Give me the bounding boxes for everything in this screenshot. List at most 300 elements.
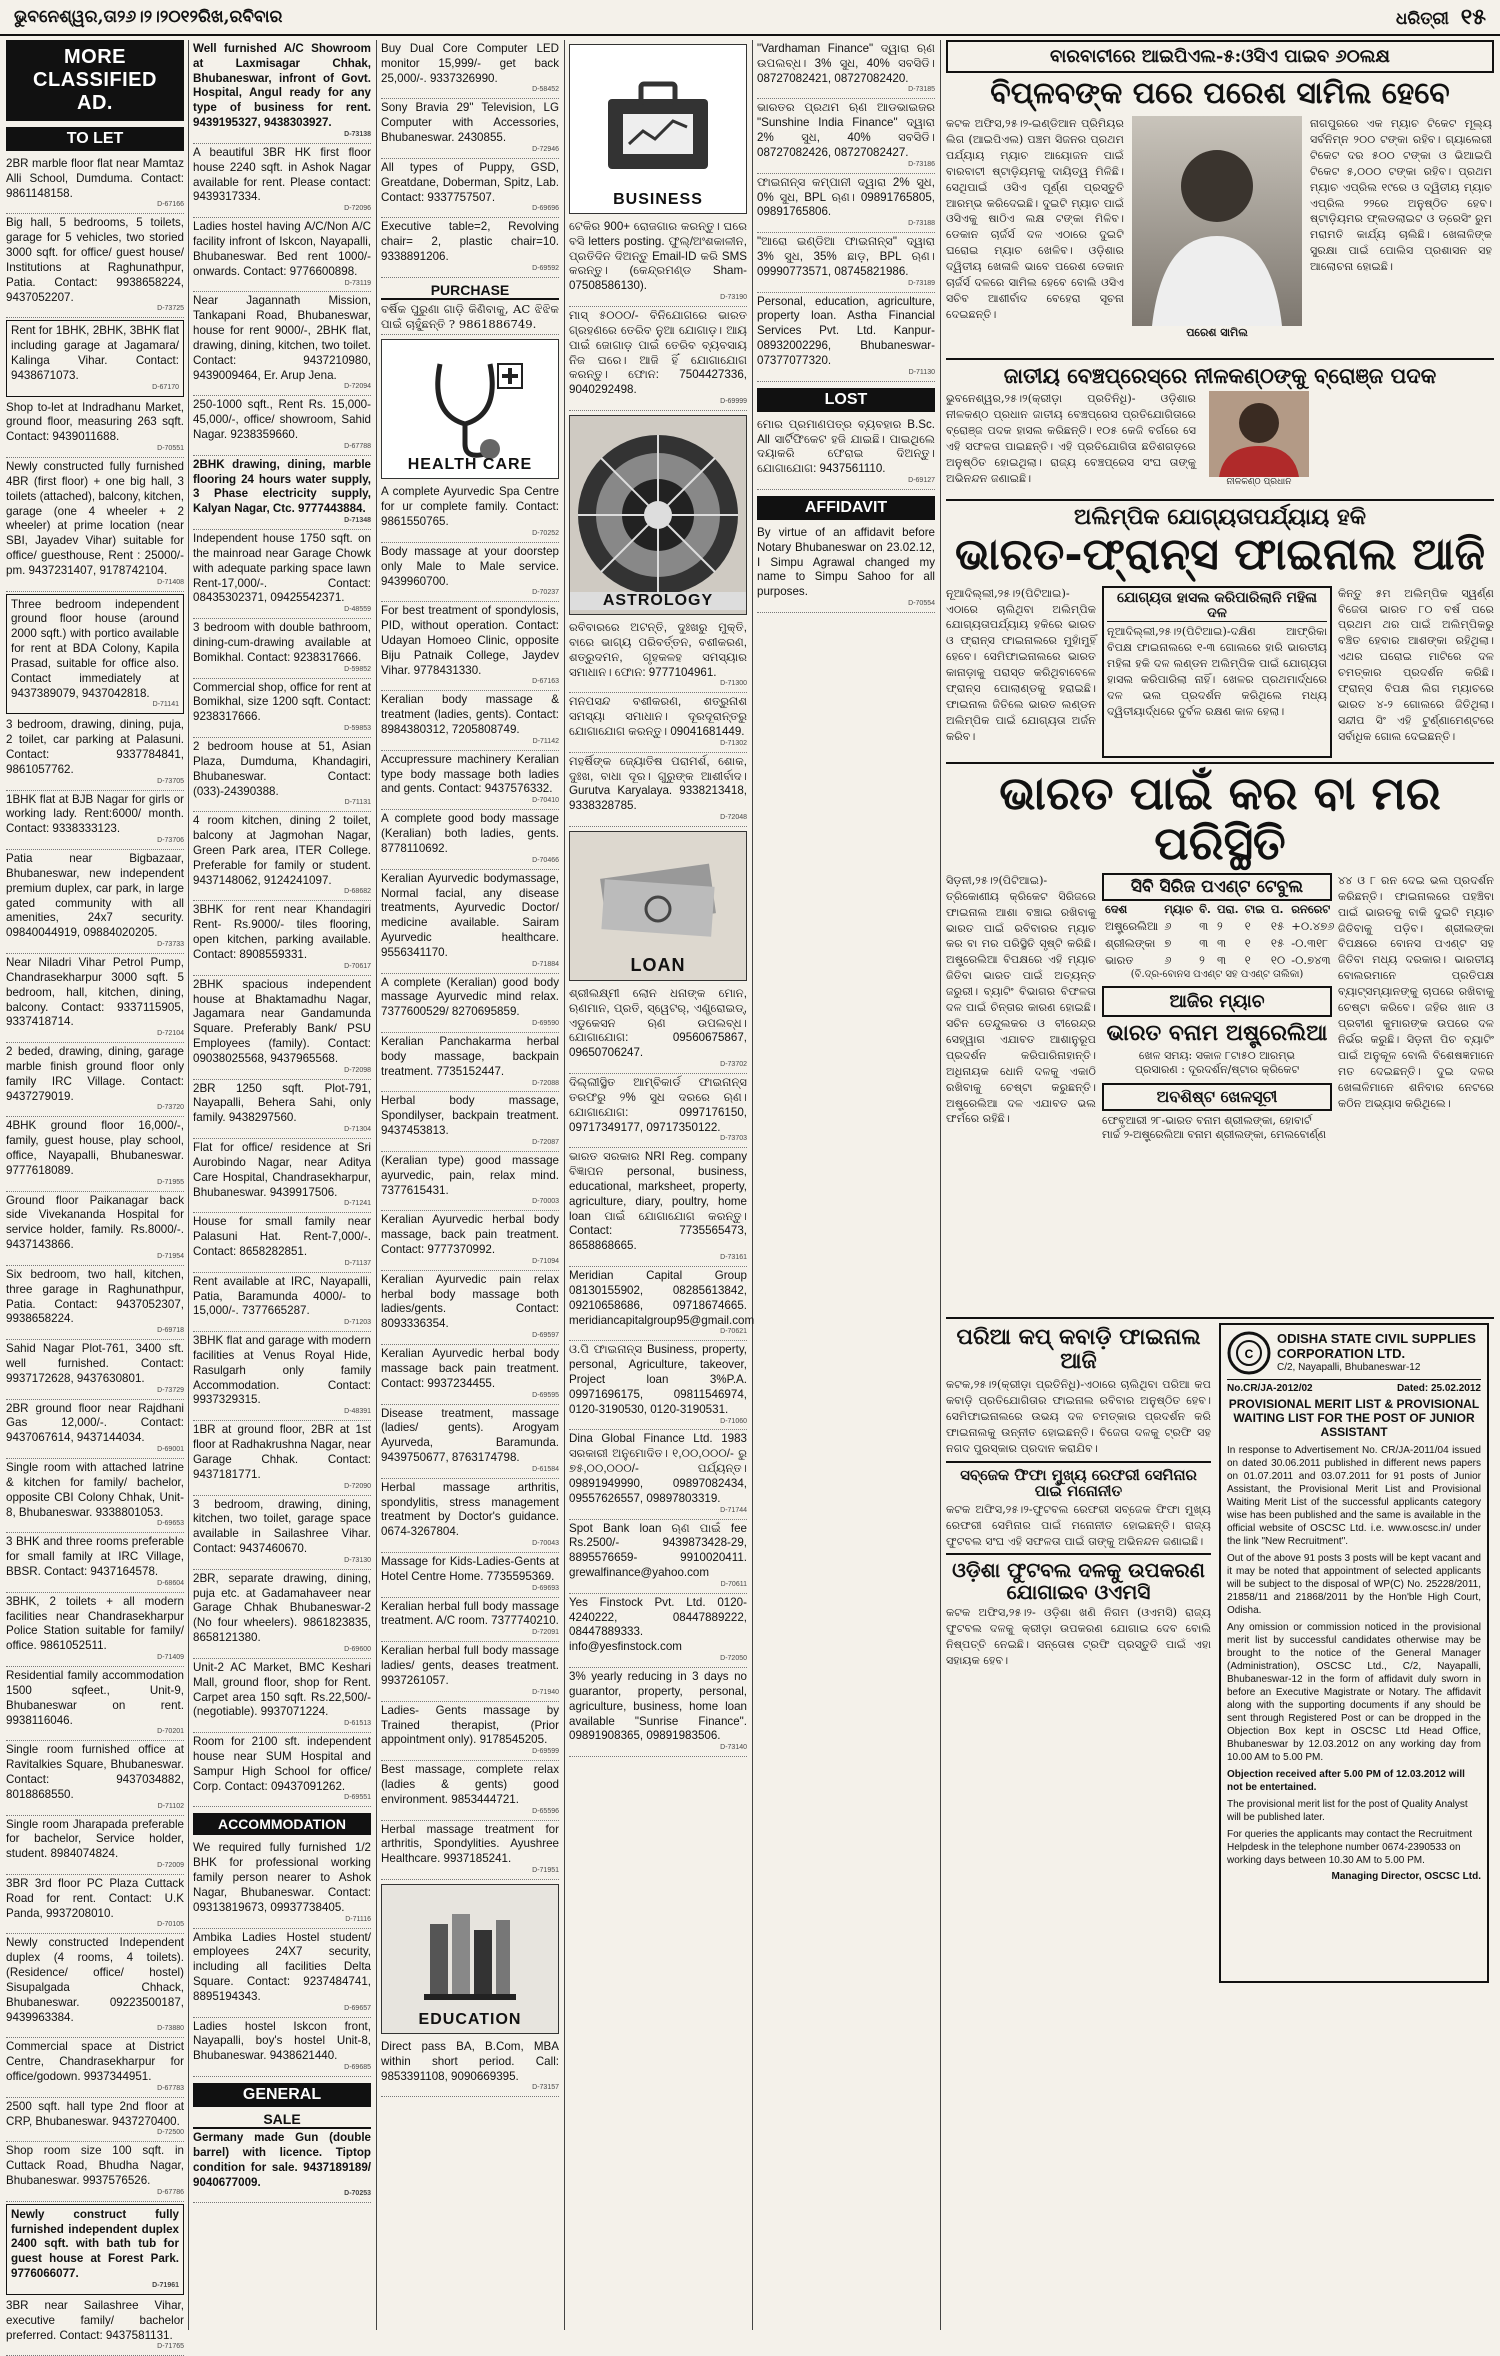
ipl-story-left: କଟକ ଅଫିସ,୨୫।୨-ଇଣ୍ଡିଆନ ପ୍ରିମିୟର ଲିଗ (ଆଇପିଏଲ) ପଞ୍ଚମ ସିଜନର ପ୍ରଥମ ପର୍ଯ୍ୟାୟ ମ୍ୟାଚ ଆୟୋଜନ ପାଇଁ ବାରବାଟୀ ଷ୍ଟାଡ଼ିୟମକୁ ଦାୟିତ୍ୱ ମିଳିଛି। ସେଥିପାଇଁ ଓସିଏ ପୂର୍ଣ୍ଣ ପ୍ରସ୍ତୁତି ଆରମ୍ଭ କରିଦେଇଛି। ଦୁଇଟି ମ୍ୟାଚ ପାଇଁ ଓସିଏକୁ ଷାଠିଏ ଲକ୍ଷ ଟଙ୍କା ମିଳିବ। ଡେକାନ ଚାର୍ଜର୍ସ ଦଳ ଏଠାରେ ଦୁଇଟି ଘରୋଇ ମ୍ୟାଚ ଖେଳିବ। ଓଡ଼ିଶାର ଦ୍ୱିତୀୟ ଖେଳାଳି ଭାବେ ପରେଶ ଡେକାନ ଚାର୍ଜର୍ସ ଦଳରେ ସାମିଲ ହେବେ ବୋଲି ଓସିଏ ସଚିବ ଆଶୀର୍ବାଦ ବେହେରା ସୂଚନା ଦେଇଛନ୍ତି। (946, 117, 1124, 321)
ipl-kicker: ବାରବାଟୀରେ ଆଇପିଏଲ-୫:ଓସିଏ ପାଇବ ୬୦ଲକ୍ଷ (946, 40, 1494, 73)
points-cell: -୦.୭୪୩ (1291, 952, 1331, 967)
ad-code: D-72009 (157, 1862, 184, 1870)
briefcase-icon (593, 69, 723, 189)
classified-ad (193, 2018, 371, 2077)
ad-text: Residential family accommodation 1500 sqfeet., Unit-9, Bhubaneswar on rent. 9938116046. (6, 1669, 184, 1727)
classified-ad (757, 99, 935, 173)
match-broadcast: ପ୍ରସାରଣ : ଦୂରଦର୍ଶନ/ଷ୍ଟାର କ୍ରିକେଟ (1134, 1063, 1300, 1077)
ad-code: D-73703 (720, 1135, 747, 1143)
classified-ad (6, 1117, 184, 1191)
ad-code: D-72087 (532, 1138, 559, 1146)
classified-ad (569, 1148, 747, 1267)
ad-text: Keralian Panchakarma herbal body massage, backpain treatment. 7735152447. (381, 1035, 559, 1078)
ad-text: A complete Ayurvedic Spa Centre for ur complete family. Contact: 9861550765. (381, 485, 559, 529)
column-divider (752, 40, 753, 2330)
cricket-story-block (946, 873, 1494, 1313)
column-divider (940, 40, 941, 2330)
cricket-story-left: ସିଡ଼ନୀ,୨୫।୨(ପିଟିଆଇ)-ତ୍ରିକୋଣୀୟ କ୍ରିକେଟ ସିରିଜରେ ଫାଇନାଲ ଆଶା ବଞ୍ଚାଇ ରଖିବାକୁ ଭାରତ ପାଇଁ ରବିବାରର ମ୍ୟାଚ କର ବା ମର ପରିସ୍ଥିତି ସୃଷ୍ଟି କରିଛି। ଅଷ୍ଟ୍ରେଲିଆ ବିପକ୍ଷରେ ଏହି ମ୍ୟାଚ ଜିତିବା ଭାରତ ପାଇଁ ଅତ୍ୟନ୍ତ ଜରୁରୀ। ବ୍ୟାଟିଂ ବିଭାଗର ବିଫଳତା ଦଳ ପାଇଁ ଚିନ୍ତାର କାରଣ ହୋଇଛି। ସଚିନ ତେନ୍ଦୁଲକର ଓ ବୀରେନ୍ଦ୍ର ସେହ୍‌ୱାଗ ଏଯାବତ ଆଶାନୁରୂପ ପ୍ରଦର୍ଶନ କରିପାରିନାହାନ୍ତି। ଅଧିନାୟକ ଧୋନି ଦଳକୁ ଏକାଠି ରଖିବାକୁ ଚେଷ୍ଟା କରୁଛନ୍ତି। ଅଷ୍ଟ୍ରେଲିଆ ଦଳ ଏଯାବତ ଭଲ ଫର୍ମରେ ରହିଛି। (946, 873, 1096, 1126)
ad-text: ମହର୍ଷିଙ୍କ ଜ୍ୟୋତିଷ ପରାମର୍ଶ, ଶୋକ, ଦୁଃଖ, ବାଧା ଦୂର। ଗୁରୁଙ୍କ ଆଶୀର୍ବାଦ। Gurutva Karyalaya. 9338213418, 9338328785. (569, 754, 747, 813)
classified-ad (6, 1043, 184, 1117)
ad-code: D-73186 (908, 160, 935, 168)
classified-ad (6, 954, 184, 1043)
ad-text: 4 room kitchen, dining 2 toilet, balcony at Jagmohan Nagar, Green Park area, ITER College. Preferable for family or student. 9437148062, 9124241097. (193, 814, 371, 887)
oscsc-address: C/2, Nayapalli, Bhubaneswar-12 (1277, 1362, 1421, 1374)
ad-text: All types of Puppy, GSD, Greatdane, Doberman, Spitz, Lab. Contact: 9337757507. (381, 160, 559, 204)
ad-text: Newly constructed fully furnished 4BR (first floor) + one big hall, 3 toilets (attached), balcony, kitchen, garage (one 4 wheeler + 2 wheeler) at prime location (near SBI, Jayadev Vihar) suitable for office/ guesthouse, Rent : 25000/- pm. 9437231407, 9178742104. (6, 460, 184, 577)
classified-ad (6, 1400, 184, 1459)
ad-text: A beautiful 3BR HK first floor house 2240 sqft. in Ashok Nagar available for rent. Please contact: 9439317334. (193, 145, 371, 204)
ad-text: Six bedroom, two hall, kitchen, three garage in Raghunathpur, Patia. Contact: 9437052307, 9938658224. (6, 1267, 184, 1326)
ad-code: D-65596 (532, 1807, 559, 1815)
classified-list-2 (193, 40, 371, 1807)
oscsc-para-2: Out of the above 91 posts 3 posts will be kept vacant and it may be noted that appointment of selected applicants will be subject to the disposal of WP(C) No. 25228/2011, 21858/11 and 21868/2011 by the Hon'ble High Court, Odisha. (1227, 1552, 1481, 1616)
ad-text: Keralian herbal full body massage treatment. A/C room. 7377740210. (381, 1599, 559, 1628)
classified-ad (569, 1074, 747, 1148)
points-cell: +୦.୪୭୬ (1291, 918, 1335, 933)
ad-text: Ladies hostel having A/C/Non A/C facility infront of Iskcon, Nayapalli, Bhubaneswar. Bed rent 1000/- onwards. Contact: 9776600898. (193, 220, 371, 278)
education-label: EDUCATION (418, 2011, 522, 2028)
ad-text: Unit-2 AC Market, BMC Keshari Mall, ground floor, shop for Rent. Carpet area 150 sqft. Rs.22,500/- (negotiable). 9937071224. (193, 1660, 371, 1719)
points-header-cell: ରନରେଟ (1291, 901, 1331, 916)
classified-column-1 (6, 40, 184, 2351)
ad-code: D-71765 (157, 2343, 184, 2351)
classified-ad (193, 2129, 371, 2203)
classified-ad (381, 1553, 559, 1598)
ad-text: Sony Bravia 29" Television, LG Computer with Accessories, Bhubaneswar. 2430855. (381, 101, 559, 145)
column-divider (564, 40, 565, 2330)
classified-ad (569, 619, 747, 693)
ad-code: D-71940 (532, 1688, 559, 1696)
ad-code: D-73185 (908, 86, 935, 94)
classified-ad (193, 530, 371, 619)
classified-ad (193, 1421, 371, 1495)
classified-ad (193, 1496, 371, 1570)
ad-text: Keralian body massage & treatment (ladies, gents). Contact: 8984380312, 7205808749. (381, 693, 559, 737)
today-match: ଭାରତ ବନାମ ଅଷ୍ଟ୍ରେଲିଆ (1106, 1019, 1328, 1046)
classified-ad (381, 1761, 559, 1820)
ad-text: (Keralian type) good massage ayurvedic, pain, relax mind. 7377615431. (381, 1153, 559, 1197)
ad-code: D-73189 (908, 279, 935, 287)
ad-code: D-71116 (345, 1915, 371, 1923)
ad-code: D-73733 (157, 941, 184, 949)
classified-ad (381, 1642, 559, 1701)
ad-text: Yes Finstock Pvt. Ltd. 0120-4240222, 08447889222, 08447889333. info@yesfinstock.com (569, 1595, 747, 1654)
ad-text: 3 bedroom with double bathroom, dining-cum-drawing available at Bomikhal. Contact: 9238317666. (193, 621, 371, 664)
match-time: ଖେଳ ସମୟ: ସକାଳ ୮ଟା୫୦ ଆରମ୍ଭ (1138, 1049, 1296, 1063)
points-table (1102, 901, 1337, 969)
classified-ad (569, 1341, 747, 1430)
classified-ad (381, 1598, 559, 1643)
classified-ad (193, 456, 371, 530)
cricket-story-right: ୪୪ ଓ ୮ ରନ ଦେଇ ଭଲ ପ୍ରଦର୍ଶନ କରିଛନ୍ତି। ଫାଇନାଲରେ ପହଞ୍ଚିବା ପାଇଁ ଭାରତକୁ ବାକି ଦୁଇଟି ମ୍ୟାଚ ଜିତିବାକୁ ପଡ଼ିବ। ଶ୍ରୀଲଙ୍କା ବିପକ୍ଷରେ ବୋନସ ପଏଣ୍ଟ ସହ ଜିତିବା ମଧ୍ୟ ଦରକାର। ଭାରତୀୟ ବୋଲରମାନେ ପ୍ରତିପକ୍ଷ ବ୍ୟାଟ୍ସମ୍ୟାନଙ୍କୁ ଚାପରେ ରଖିବାକୁ ଚେଷ୍ଟା କରିବେ। ଜହିର ଖାନ ଓ ପ୍ରବୀଣ କୁମାରଙ୍କ ଉପରେ ଦଳ ନିର୍ଭର କରୁଛି। ସିଡ଼ନୀ ପିଚ ବ୍ୟାଟିଂ ପାଇଁ ଅନୁକୂଳ ବୋଲି ବିଶେଷଜ୍ଞମାନେ ମତ ଦେଇଛନ୍ତି। ଦୁଇ ଦଳର ଖେଳାଳିମାନେ ଶନିବାର ନେଟରେ କଠିନ ଅଭ୍ୟାସ କରିଥିଲେ। (1338, 873, 1494, 1110)
ad-code: D-72090 (344, 1482, 371, 1490)
lower-news-block (946, 1323, 1494, 1983)
ad-code: D-69600 (344, 1645, 371, 1653)
ipl-photo-caption: ପରେଶ ସାମିଲ (1186, 326, 1248, 339)
classified-ad (381, 1033, 559, 1092)
points-cell: ଭାରତ (1105, 952, 1134, 967)
points-cell: ୧୫ (1270, 935, 1285, 950)
ad-text: "Vardhaman Finance" ଦ୍ୱାରା ଋଣ ଉପଲବ୍ଧ। 3% ସୁଧ, 40% ସବସିଡି। 08727082421, 08727082420. (757, 42, 935, 85)
ad-text: 3 bedroom, drawing, dining, kitchen, two toilet, garage space available in Sailashree Vihar. Contact: 9437460670. (193, 1497, 371, 1556)
football-story: କଟକ ଅଫିସ,୨୫।୨- ଓଡ଼ିଶା ଖଣି ନିଗମ (ଓଏମସି) ରାଜ୍ୟ ଫୁଟବଲ ଦଳକୁ କ୍ରୀଡ଼ା ଉପକରଣ ଯୋଗାଇ ଦେବ ବୋଲି ନିଷ୍ପତ୍ତି ନେଇଛି। ସନ୍ତୋଷ ଟ୍ରଫି ପ୍ରସ୍ତୁତି ପାଇଁ ଏହା ସହାୟକ ହେବ। (946, 1606, 1211, 1668)
classified-ad (6, 594, 184, 715)
ipl-photo-block (1132, 116, 1302, 354)
ad-text: Executive table=2, Revolving chair= 2, plastic chair=10. 9338891206. (381, 220, 559, 263)
ad-text: Shop to-let at Indradhanu Market, ground floor, measuring 263 sqft. Contact: 9439011688. (6, 400, 184, 444)
classified-ad (193, 1839, 371, 1928)
ad-text: Body massage at your doorstep only Male to Male service. 9439960700. (381, 544, 559, 588)
points-row (1102, 935, 1337, 952)
classified-ad (6, 214, 184, 318)
ad-code: D-48559 (344, 606, 371, 614)
business-banner (569, 44, 747, 214)
ad-text: Keralian Ayurvedic herbal body massage, back pain treatment. Contact: 9777370992. (381, 1213, 559, 1257)
section-purchase: PURCHASE (381, 282, 559, 300)
ad-code: D-69685 (344, 2064, 371, 2072)
points-cell: ୩ (1216, 935, 1226, 950)
ad-text: Keralian Ayurvedic bodymassage, Normal facial, any disease treatments, Ayurvedic Doctor/ medicine available. Sairam Ayurvedic healthcare. 9556341170. (381, 871, 559, 959)
classified-ad (6, 458, 184, 592)
page-header (0, 0, 1500, 34)
ad-text: Single room with attached latrine & kitchen for family/ bachelor, opposite CBI Colony Chhak, Unit-8, Bhubaneswar. 9338801053. (6, 1461, 184, 1519)
oscsc-notice (1219, 1323, 1489, 1983)
ad-code: D-72094 (344, 383, 371, 391)
ad-text: For best treatment of spondylosis, PID, without operation. Contact: Udayan Homoeo Clinic, opposite Biju Patnaik College, Jaydev Vihar. 9778431330. (381, 604, 559, 677)
ad-text: ମନପସନ୍ଦ ବଶୀକରଣ, ଶତ୍ରୁନାଶ ସମସ୍ୟା ସମାଧାନ। ଦୂରଦୂରାନ୍ତରୁ ଯୋଗାଯୋଗ କରନ୍ତୁ। 09041681449. (569, 695, 747, 738)
ad-code: D-67163 (532, 678, 559, 686)
loan-list (569, 985, 755, 1757)
oscsc-para-1: In response to Advertisement No. CR/JA-2011/04 issued on dated 30.06.2011 published in different news papers on 01.07.2011 and 03.07.2011 for 91 posts of Junior Assistant, the Provisional Merit List and Provisional Waiting Merit List of the successful applicants category wise has been published and the same is available in the official website of OSCSC Ltd. i.e. www.oscsc.in/ under the link "New Recruitment". (1227, 1444, 1481, 1547)
lower-left-stories (946, 1323, 1211, 1983)
ad-text: 3BHK, 2 toilets + all modern facilities near Chandrasekharpur Police Station suitable for family/ office. 9861052511. (6, 1594, 184, 1653)
oscsc-para-6: For queries the applicants may contact the Recruitment Helpdesk in the telephone number 0674-2390533 on working days between 10.30 AM to 5.00 PM. (1227, 1828, 1473, 1866)
ad-code: D-71955 (157, 1178, 184, 1186)
classified-ad (381, 40, 559, 99)
cricket-info-panel (1102, 873, 1335, 1313)
ad-text: 2 beded, drawing, dining, garage marble finish ground floor only family IRC Village. Contact: 9437279019. (6, 1045, 184, 1103)
stethoscope-icon (410, 354, 530, 464)
classified-ad (757, 416, 935, 490)
ad-code: D-69595 (532, 1391, 559, 1399)
classified-ad (6, 1266, 184, 1340)
ad-code: D-70043 (532, 1540, 559, 1548)
classified-ad (569, 1267, 755, 1341)
ad-text: Newly construct fully furnished independent duplex 2400 sqft. with bath tub for guest house at Forest Park. 9776066077. (11, 2207, 179, 2281)
classified-ad (193, 144, 371, 218)
ad-code: D-70105 (157, 1921, 184, 1929)
cricket-headline: ଭାରତ ପାଇଁ କର ବା ମର ପରିସ୍ଥିତି (999, 765, 1441, 871)
classified-ad (381, 1271, 559, 1345)
ad-code: D-72088 (532, 1079, 559, 1087)
women-box-story: ନୂଆଦିଲ୍ଲୀ,୨୫।୨(ପିଟିଆଇ)-ଦକ୍ଷିଣ ଆଫ୍ରିକା ବିପକ୍ଷ ଫାଇନାଲରେ ୧-୩ ଗୋଲରେ ହାରି ଭାରତୀୟ ମହିଳା ହକି ଦଳ ଲଣ୍ଡନ ଅଲିମ୍ପିକ ପାଇଁ ଯୋଗ୍ୟତା ହାସଲ କରିପାରିଲା ନାହିଁ। ଖେଳର ପ୍ରଥମାର୍ଦ୍ଧରେ ଦଳ ଭଲ ପ୍ରଦର୍ଶନ କରିଥିଲେ ମଧ୍ୟ ଦ୍ୱିତୀୟାର୍ଦ୍ଧରେ ଦୁର୍ବଳ ରକ୍ଷଣ କାଳ ହେଲା। (1107, 625, 1327, 718)
oscsc-dated: Dated: 25.02.2012 (1397, 1382, 1481, 1394)
ad-code: D-73157 (532, 2084, 559, 2092)
classified-ad (193, 1929, 371, 2018)
points-header-cell: ଦେଶ (1105, 901, 1128, 916)
classified-ad (6, 1459, 184, 1533)
classified-ad (6, 1667, 184, 1741)
classified-ad (381, 1152, 559, 1211)
classified-ad (381, 543, 559, 602)
classified-ad (569, 693, 747, 752)
points-note: (ବି.ଦ୍ର-ବୋନସ ପଏଣ୍ଟ ସହ ପଏଣ୍ଟ ତାଲିକା) (1130, 968, 1304, 980)
loan-banner (569, 831, 747, 981)
referee-story: କଟକ ଅଫିସ,୨୫।୨-ଫୁଟବଲ ରେଫରୀ ସବ୍‌ଜେକ ଫିଫା ମୁଖ୍ୟ ରେଫରୀ ସେମିନାର ପାଇଁ ମନୋନୀତ ହୋଇଛନ୍ତି। ରାଜ୍ୟ ଫୁଟବଲ ସଂଘ ଏହି ସଫଳତା ପାଇଁ ତାଙ୍କୁ ଅଭିନନ୍ଦନ ଜଣାଇଛି। (946, 1502, 1211, 1548)
ad-code: D-71744 (720, 1506, 747, 1514)
ad-code: D-61584 (532, 1465, 559, 1473)
ad-text: Spot Bank loan ଋଣ ପାଇଁ fee Rs.2500/- 9439873428-29, 8895576659- 9910020411. grewalfinance@yahoo.com (569, 1521, 747, 1580)
ad-code: D-67786 (157, 2188, 184, 2196)
ad-text: Rent available at IRC, Nayapalli, Patia, Baramunda 4000/- to 15,000/-. 7377665287. (193, 1274, 371, 1318)
ad-text: House for small family near Palasuni Hat. Rent-7,000/-. Contact: 8658282851. (193, 1215, 371, 1258)
classified-ad (381, 1211, 559, 1270)
ad-code: D-73140 (720, 1744, 747, 1752)
ad-code: D-67783 (157, 2084, 184, 2092)
points-cell: ଶ୍ରୀଲଙ୍କା (1105, 935, 1156, 950)
ad-code: D-69590 (532, 1020, 559, 1028)
ad-code: D-71304 (344, 1126, 371, 1134)
women-box-title: ଯୋଗ୍ୟତା ହାସଲ କରିପାରିଲାନି ମହିଳା ଦଳ (1107, 591, 1327, 623)
classified-column-5 (757, 40, 935, 2336)
ad-code: D-71130 (908, 368, 935, 376)
ad-text: ଦିଲ୍ଲୀସ୍ଥିତ ଆମ୍ବିକାର୍ଡ ଫାଇନାନ୍ସ ତରଫରୁ ୨% ସୁଧ ଦରରେ ଋଣ। ଯୋଗାଯୋଗ: 0997176150, 09717349177, 09717350122. (569, 1076, 747, 1134)
ad-text: 2BR, separate drawing, dining, puja etc. at Gadamahaveer near Garage Chhak Bhubaneswar-2 (No four wheelers). 9861823835, 8658121380. (193, 1571, 371, 1645)
ad-code: D-73161 (720, 1254, 747, 1262)
points-cell: ୨ (1216, 918, 1223, 933)
to-let-list (6, 155, 184, 2356)
ad-text: "ଆରୋ ଇଣ୍ଡିଆ ଫାଇନାନ୍ସ" ଦ୍ୱାରା 3% ସୁଧ, 35% ଛାଡ଼, BPL ଋଣ। 09990773571, 08745821986. (757, 235, 935, 278)
classified-ad (381, 691, 559, 750)
ad-text: ଫାଇନାନ୍ସ କମ୍ପାନୀ ଦ୍ୱାରା 2% ସୁଧ, 0% ସୁଧ, BPL ଋଣ। 09891765805, 09891765806. (757, 175, 935, 219)
classified-ad (381, 810, 559, 869)
ad-code: D-71203 (344, 1319, 371, 1327)
ad-text: ଓ.ପି ଫାଇନାନ୍ସ Business, property, personal, Agriculture, takeover, Project loan 3%P.A. 09971696175, 09811546974, 0120-3190530, 0120-3190531. (569, 1343, 747, 1416)
ad-text: Newly constructed Independent duplex (4 rooms, 4 toilets). (Residence/ office/ hostel) Sisupalgada Chhack, Bhubaneswar. 09223500187, 9439963384. (6, 1936, 184, 2024)
classified-ad (569, 218, 747, 307)
classified-ad (6, 399, 184, 458)
ad-code: D-70252 (532, 529, 559, 537)
ad-code: D-69127 (908, 476, 935, 484)
ad-code: D-71137 (344, 1259, 371, 1267)
masthead (1396, 4, 1486, 30)
points-header-cell: ପରା. (1216, 901, 1239, 916)
ad-text: Buy Dual Core Computer LED monitor 15,999/- get back 25,000/-. 9337326990. (381, 42, 559, 85)
bronze-story: ଭୁବନେଶ୍ୱର,୨୫।୨(କ୍ରୀଡ଼ା ପ୍ରତିନିଧି)- ଓଡ଼ିଶାର ନୀଳକଣ୍ଠ ପ୍ରଧାନ ଜାତୀୟ ବେଞ୍ଚପ୍ରେସ ପ୍ରତିଯୋଗିତାରେ ବ୍ରୋଞ୍ଜ ପଦକ ହାସଲ କରିଛନ୍ତି। ୧୦୫ କେଜି ବର୍ଗରେ ସେ ଏହି ସଫଳତା ପାଇଛନ୍ତି। ଏହି ପ୍ରତିଯୋଗିତା ଛତିଶଗଡ଼ରେ ଅନୁଷ୍ଠିତ ହୋଇଥିଲା। ରାଜ୍ୟ ବେଞ୍ଚପ୍ରେସ ସଂଘ ତାଙ୍କୁ ଅଭିନନ୍ଦନ ଜଣାଇଛି। (946, 392, 1196, 485)
ad-text: Sahid Nagar Plot-761, 3400 sft. well furnished. Contact: 9937172628, 9437630801. (6, 1342, 184, 1385)
points-table-title: ସିବି ସିରିଜ ପଏଣ୍ଟ ଟେବୁଲ (1102, 873, 1332, 901)
ad-code: D-71348 (344, 517, 371, 525)
ad-text: 2BHK spacious independent house at Bhaktamadhu Nagar, Jagamara near Gandamunda Square. Preferably Bank/ PSU Employees (family). Contact: 09038025568, 9437965568. (193, 977, 371, 1065)
kabaddi-headline: ପରିଆ କପ୍ କବାଡ଼ି ଫାଇନାଲ ଆଜି (956, 1323, 1201, 1375)
ad-code: D-71951 (532, 1867, 559, 1875)
ad-text: Near Niladri Vihar Petrol Pump, Chandrasekharpur 3000 sqft. 5 bedroom, hall, kitchen, dining, balcony. Contact: 9337115905, 9337418714. (6, 956, 184, 1029)
points-cell: ଅଷ୍ଟ୍ରେଲିଆ (1105, 918, 1159, 933)
section-to-let: TO LET (6, 127, 184, 151)
ad-text: 2BHK drawing, dining, marble flooring 24 hours water supply, 3 Phase electricity supply, Kalyan Nagar, Ctc. 9777443884. (193, 457, 371, 516)
banknotes-icon (583, 851, 733, 961)
points-cell: ୧୦ (1270, 952, 1286, 967)
ad-text: A complete (Keralian) good body massage Ayurvedic mind relax. 7377600529/ 8270695859. (381, 975, 559, 1019)
classified-ad (381, 218, 559, 277)
ad-code: D-71409 (157, 1654, 184, 1662)
ad-text: Ambika Ladies Hostel student/ employees 24X7 security, including all facilities Delta Square. Contact: 9237484741, 8895194343. (193, 1930, 371, 2003)
player-portrait-icon (1209, 391, 1309, 477)
ad-code: D-73880 (157, 2025, 184, 2033)
ad-text: Accupressure machinery Keralian type body massage both ladies and gents. Contact: 9437576332. (381, 752, 559, 796)
points-cell: ୭ (1164, 935, 1172, 950)
classified-ad (193, 292, 371, 396)
classified-ad (6, 1192, 184, 1266)
classified-ad (6, 1741, 184, 1815)
classified-ad (193, 1213, 371, 1272)
ad-text: 3 BHK and three rooms preferable for small family at IRC Village, BBSR. Contact: 9437164578. (6, 1535, 184, 1578)
hockey-kicker: ଅଲିମ୍ପିକ ଯୋଗ୍ୟତାପର୍ଯ୍ୟାୟ ହକି (1074, 504, 1366, 531)
ad-code: D-73705 (157, 777, 184, 785)
points-header-cell: ପ. (1270, 901, 1284, 916)
classified-column-3 (381, 40, 559, 2336)
ad-text: Ladies- Gents massage by Trained therapist, (Prior appointment only). 9178545205. (381, 1703, 559, 1747)
sports-news-area (946, 40, 1494, 2336)
ad-code: D-71060 (720, 1417, 747, 1425)
classified-ad (193, 1570, 371, 1659)
classified-ad (6, 155, 184, 214)
ad-text: 2BR marble floor flat near Mamtaz Alli School, Dumduma. Contact: 9861148158. (6, 157, 184, 200)
ad-code: D-68682 (344, 888, 371, 896)
classified-ad (193, 812, 371, 901)
classified-ad (6, 1340, 184, 1399)
classified-column-4 (569, 40, 755, 2336)
ad-code: D-67166 (157, 201, 184, 209)
classified-ad (6, 1875, 184, 1934)
ad-text: 3BR 3rd floor PC Plaza Cuttack Road for rent. Contact: U.K Panda, 9937208010. (6, 1876, 184, 1920)
education-list (381, 2038, 559, 2097)
classified-ad (6, 2098, 184, 2143)
bronze-photo-caption: ନୀଳକଣ୍ଠ ପ୍ରଧାନ (1226, 477, 1292, 488)
classified-ad (569, 307, 747, 411)
classified-ad (193, 1080, 371, 1139)
today-match-label: ଆଜିର ମ୍ୟାଚ (1102, 986, 1332, 1017)
classified-list-3 (381, 40, 559, 278)
ad-code: D-71302 (720, 739, 747, 747)
hockey-story-block (946, 586, 1494, 758)
classified-ad (569, 985, 747, 1074)
ad-text: Big hall, 5 bedrooms, 5 toilets, garage for 5 vehicles, two storied 3000 sqft. for office/ guest house/ Institutions at Raghunathpur, Patia. Contact: 9938658224, 9437052207. (6, 216, 184, 304)
points-cell: ୬ (1164, 952, 1172, 967)
health-list (381, 483, 559, 1880)
classified-ad (193, 1273, 371, 1332)
points-cell: ୩ (1199, 918, 1209, 933)
points-header-cell: ବି. (1199, 901, 1211, 916)
ad-code: D-73138 (344, 130, 371, 138)
ad-code: D-71300 (720, 680, 747, 688)
classified-ad (381, 483, 559, 542)
accommodation-list (193, 1839, 371, 2077)
ad-text: ଭାରତର ପ୍ରଥମ ଋଣ ଆଡଭାଇଜର "Sunshine India Finance" ଦ୍ୱାରା 2% ସୁଧ, 40% ସବସିଡି। 08727082426, 08727082427. (757, 101, 935, 159)
health-care-banner (381, 339, 559, 479)
ad-text: 3% yearly reducing in 3 days no guarantor, property, personal, agriculture, business, home loan available "Sunrise Finance". 09891908365, 09891983506. (569, 1670, 747, 1743)
points-header-cell: ଟାଇ (1244, 901, 1265, 916)
ad-text: 2BR ground floor near Rajdhani Gas 12,000/-. Contact: 9437067614, 9437144034. (6, 1401, 184, 1445)
ad-text: ଶ୍ରୀଲକ୍ଷ୍ମୀ ଲୋନ ଧନାଙ୍କ ମୋନ, ଋଣମାନ, ପ୍ରତି, ସ୍ୱେଟର୍, ଏଣ୍ଡ୍ରୋଇଡ୍, ଏଡୁକେସନ ଋଣ ଉପଲବ୍ଧ। ଯୋଗାଯୋଗ: 09560675867, 09650706247. (569, 986, 747, 1060)
bronze-story-block (946, 391, 1494, 495)
ad-code: D-71131 (344, 799, 371, 807)
svg-text:C: C (1244, 1346, 1254, 1361)
classified-ad (381, 2038, 559, 2097)
points-row (1102, 952, 1337, 969)
ad-text: Personal, education, agriculture, property loan. Astha Financial Services Pvt. Ltd. Kanpur- 08932002296, Bhubaneswar- 07377077320. (757, 294, 935, 367)
classified-ad (6, 850, 184, 954)
hockey-headline: ଭାରତ-ଫ୍ରାନ୍ସ ଫାଇନାଲ ଆଜି (954, 529, 1486, 581)
classified-ad (193, 396, 371, 455)
points-cell: -୦.୩୧୮ (1291, 935, 1329, 950)
ad-text: Commercial shop, office for rent at Bomikhal, size 1200 sqft. Contact: 9238317666. (193, 680, 371, 724)
ad-text: Keralian Ayurvedic herbal body massage back pain treatment. Contact: 9937234455. (381, 1347, 559, 1390)
classified-ad (381, 1702, 559, 1761)
points-cell: ୧ (1244, 935, 1251, 950)
ad-text: Shop room size 100 sqft. in Cuttack Road, Bhudha Nagar, Bhubaneswar. 9937576526. (6, 2144, 184, 2188)
ad-code: D-70003 (532, 1198, 559, 1206)
classified-ad (569, 753, 747, 827)
classified-ad (193, 679, 371, 738)
ad-code: D-71102 (157, 1802, 184, 1810)
ad-text: Keralian Ayurvedic pain relax herbal body massage both ladies/gents. Contact: 8093336354. (381, 1272, 559, 1331)
ad-code: D-73188 (908, 220, 935, 228)
section-sale: SALE (193, 2111, 371, 2129)
ad-code: D-72104 (157, 1030, 184, 1038)
ad-text: Near Jagannath Mission, Tankapani Road, Bhubaneswar, house for rent 9000/-, 2BHK flat, drawing, dining, kitchen, two toilet. Contact: 9437210980, 9439009464, Er. Arup Jena. (193, 294, 371, 382)
column-divider (188, 40, 189, 2330)
ad-code: D-69718 (157, 1327, 184, 1335)
ad-code: D-71241 (344, 1200, 371, 1208)
business-list (569, 218, 747, 411)
zodiac-wheel-icon (573, 430, 743, 600)
ad-code: D-70253 (344, 2190, 371, 2198)
section-affidavit: AFFIDAVIT (757, 496, 935, 520)
ad-code: D-68604 (157, 1579, 184, 1587)
ad-text: Direct pass BA, B.Com, MBA within short period. Call: 9853391108, 9090669395. (381, 2040, 559, 2083)
ad-code: D-59852 (344, 665, 371, 673)
ad-text: Three bedroom independent ground floor house (around 2000 sqft.) with portico available for rent at BDA Colony, Kapila Prasad, suitable for office also. Contact immediately at 9437389079, 9437042818. (11, 597, 179, 700)
ipl-player-photo (1132, 116, 1302, 326)
ad-code: D-71141 (152, 701, 179, 709)
ad-text: Commercial space at District Centre, Chandrasekharpur for office/godown. 9937344951. (6, 2040, 184, 2083)
ad-text: Room for 2100 sft. independent house near SUM Hospital and Sampur High School for office/ Corp. Contact: 09437091262. (193, 1735, 371, 1793)
header-rule (0, 34, 1500, 36)
oscsc-title: PROVISIONAL MERIT LIST & PROVISIONAL WAITING LIST FOR THE POST OF JUNIOR ASSISTANT (1228, 1396, 1480, 1439)
ad-code: D-73725 (157, 305, 184, 313)
ad-code: D-70554 (908, 600, 935, 608)
section-accommodation: ACCOMMODATION (193, 1813, 371, 1835)
ad-code: D-73119 (344, 279, 371, 287)
ad-code: D-73190 (720, 294, 747, 302)
bronze-story-cont (1322, 391, 1482, 495)
ad-text: 2 bedroom house at 51, Asian Plaza, Dumduma, Khandagiri, Bhubaneswar. Contact: (033)-24390388. (193, 740, 371, 798)
health-care-label: HEALTH CARE (407, 456, 533, 474)
ad-text: Herbal massage arthritis, spondylitis, stress management treatment by Doctor's guidance. 0674-3267804. (381, 1480, 559, 1539)
referee-headline: ସବ୍‌ଜେକ ଫିଫା ମୁଖ୍ୟ ରେଫରୀ ସେମିନାର ପାଇଁ ମନୋନୀତ (960, 1465, 1197, 1501)
oscsc-org-name: ODISHA STATE CIVIL SUPPLIES CORPORATION LTD. (1277, 1331, 1476, 1362)
ad-text: Rent for 1BHK, 2BHK, 3BHK flat including garage at Jagamara/ Kalinga Vihar. Contact: 9438671073. (11, 324, 179, 382)
ad-code: D-69657 (344, 2004, 371, 2012)
classified-ad (757, 174, 935, 233)
page-number: ୧୫ (1460, 4, 1486, 30)
ad-text: 2500 sqft. hall type 2nd floor at CRP, Bhubaneswar. 9437270400. (6, 2099, 184, 2128)
football-headline: ଓଡ଼ିଶା ଫୁଟବଲ ଦଳକୁ ଉପକରଣ ଯୋଗାଇବ ଓଏମସି (952, 1558, 1205, 1605)
ad-text: 1BHK flat at BJB Nagar for girls or working lady. Rent:6000/ month. Contact: 9338333123. (6, 792, 184, 836)
classified-ad (569, 1668, 747, 1757)
points-cell: ୨ (1199, 952, 1205, 967)
